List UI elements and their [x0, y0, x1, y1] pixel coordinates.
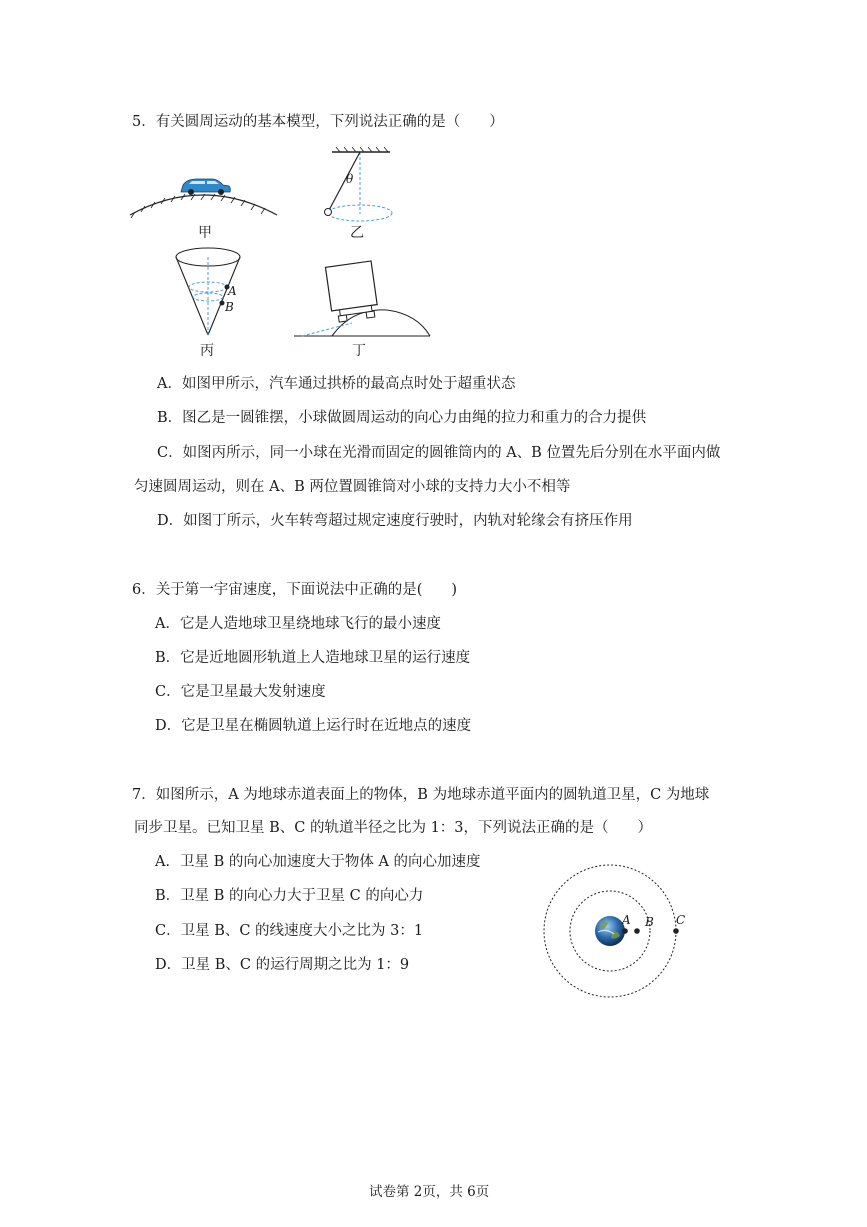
figure-yi-conical-pendulum [318, 146, 408, 226]
cone-label-A: A [228, 284, 237, 298]
orbit-label-C: C [676, 913, 686, 927]
figure-bing-cone [170, 245, 250, 340]
figure-label-bing: 丙 [200, 343, 214, 359]
q5-option-C-line2: 匀速圆周运动，则在 A、B 两位置圆锥筒对小球的支持力大小不相等 [134, 479, 571, 495]
q6-option-B: B．它是近地圆形轨道上人造地球卫星的运行速度 [155, 650, 471, 666]
q7-option-C: C．卫星 B、C 的线速度大小之比为 3：1 [155, 923, 424, 939]
car-icon [181, 179, 230, 195]
q5-option-A: A．如图甲所示，汽车通过拱桥的最高点时处于超重状态 [157, 376, 516, 392]
q6-stem: 6．关于第一宇宙速度，下面说法中正确的是( ) [132, 582, 458, 598]
figure-ding-train [292, 258, 432, 340]
orbit-label-A: A [622, 913, 631, 927]
figure-label-yi: 乙 [350, 225, 364, 241]
q6-option-D: D．它是卫星在椭圆轨道上运行时在近地点的速度 [155, 718, 472, 734]
theta-label: θ [346, 172, 354, 186]
orbit-label-B: B [645, 915, 654, 929]
q7-option-A: A．卫星 B 的向心加速度大于物体 A 的向心加速度 [155, 854, 481, 870]
figure-label-jia: 甲 [198, 225, 212, 241]
page-footer: 试卷第 2页，共 6页 [369, 1184, 490, 1200]
earth-icon [595, 916, 625, 946]
q6-option-A: A．它是人造地球卫星绕地球飞行的最小速度 [155, 616, 441, 632]
q7-stem-line1: 7．如图所示，A 为地球赤道表面上的物体，B 为地球赤道平面内的圆轨道卫星，C 为地球 [132, 787, 710, 803]
figure-jia-arch-bridge [125, 170, 285, 220]
q7-option-B: B．卫星 B 的向心力大于卫星 C 的向心力 [155, 888, 424, 904]
q7-option-D: D．卫星 B、C 的运行周期之比为 1：9 [155, 957, 410, 973]
q5-option-D: D．如图丁所示，火车转弯超过规定速度行驶时，内轨对轮缘会有挤压作用 [157, 513, 633, 529]
figure-label-ding: 丁 [352, 343, 366, 359]
figure-q7-orbits [540, 862, 680, 1002]
q5-option-B: B．图乙是一圆锥摆，小球做圆周运动的向心力由绳的拉力和重力的合力提供 [157, 410, 647, 426]
q6-option-C: C．它是卫星最大发射速度 [155, 684, 326, 700]
q7-stem-line2: 同步卫星。已知卫星 B、C 的轨道半径之比为 1：3，下列说法正确的是（ ） [134, 820, 653, 836]
q5-option-C-line1: C．如图丙所示，同一小球在光滑而固定的圆锥筒内的 A、B 位置先后分别在水平面内做 [157, 445, 721, 461]
q5-stem: 5．有关圆周运动的基本模型，下列说法正确的是（ ） [132, 114, 504, 130]
cone-label-B: B [225, 300, 234, 314]
